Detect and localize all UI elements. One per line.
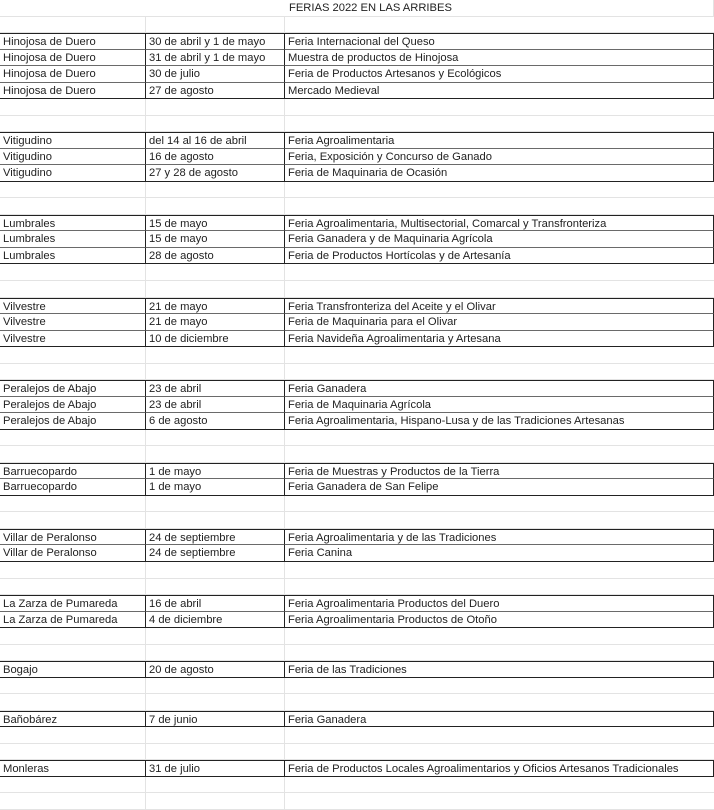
table-row xyxy=(0,83,714,100)
town-cell[interactable]: Vitigudino xyxy=(0,149,146,166)
town-cell[interactable]: Hinojosa de Duero xyxy=(0,83,146,100)
town-cell[interactable]: Bogajo xyxy=(0,661,146,678)
town-cell[interactable]: La Zarza de Pumareda xyxy=(0,612,146,629)
event-cell[interactable]: Feria de Productos Hortícolas y de Artesanía xyxy=(285,248,714,265)
date-cell[interactable]: 24 de septiembre xyxy=(146,545,285,562)
date-cell[interactable]: 21 de mayo xyxy=(146,298,285,315)
town-cell[interactable]: Hinojosa de Duero xyxy=(0,50,146,67)
empty-cell[interactable] xyxy=(146,512,285,529)
event-cell[interactable]: Feria Ganadera xyxy=(285,711,714,728)
empty-cell[interactable] xyxy=(146,347,285,364)
town-cell[interactable]: Vilvestre xyxy=(0,331,146,348)
empty-cell[interactable] xyxy=(285,182,714,199)
town-cell[interactable]: Vitigudino xyxy=(0,132,146,149)
title-row xyxy=(0,0,714,17)
table-row xyxy=(0,612,714,629)
town-cell[interactable]: Vilvestre xyxy=(0,298,146,315)
empty-cell[interactable] xyxy=(146,446,285,463)
empty-cell[interactable] xyxy=(0,744,146,761)
empty-cell[interactable] xyxy=(285,727,714,744)
empty-row xyxy=(0,347,714,364)
empty-cell[interactable] xyxy=(285,364,714,381)
empty-row xyxy=(0,678,714,695)
empty-row xyxy=(0,694,714,711)
empty-row xyxy=(0,793,714,810)
empty-cell[interactable] xyxy=(285,17,714,34)
empty-cell[interactable] xyxy=(285,116,714,133)
town-cell[interactable]: Vilvestre xyxy=(0,314,146,331)
empty-row xyxy=(0,116,714,133)
date-cell[interactable]: 21 de mayo xyxy=(146,314,285,331)
empty-cell[interactable] xyxy=(285,744,714,761)
event-cell[interactable]: Feria Agroalimentaria, Multisectorial, Comarcal y Transfronteriza xyxy=(285,215,714,232)
empty-cell[interactable] xyxy=(146,198,285,215)
empty-cell[interactable] xyxy=(285,198,714,215)
cell[interactable] xyxy=(0,0,146,17)
empty-cell[interactable] xyxy=(0,281,146,298)
town-cell[interactable]: La Zarza de Pumareda xyxy=(0,595,146,612)
empty-cell[interactable] xyxy=(285,562,714,579)
empty-cell[interactable] xyxy=(0,645,146,662)
empty-cell[interactable] xyxy=(146,116,285,133)
empty-cell[interactable] xyxy=(285,694,714,711)
table-row xyxy=(0,397,714,414)
empty-row xyxy=(0,198,714,215)
empty-cell[interactable] xyxy=(146,694,285,711)
table-row xyxy=(0,149,714,166)
empty-row xyxy=(0,579,714,596)
empty-cell[interactable] xyxy=(146,678,285,695)
empty-cell[interactable] xyxy=(285,512,714,529)
empty-cell[interactable] xyxy=(285,430,714,447)
event-cell[interactable]: Feria de Productos Artesanos y Ecológicos xyxy=(285,66,714,83)
town-cell[interactable]: Lumbrales xyxy=(0,215,146,232)
empty-cell[interactable] xyxy=(146,562,285,579)
date-cell[interactable]: 30 de julio xyxy=(146,66,285,83)
event-cell[interactable]: Feria Agroalimentaria y de las Tradiciones xyxy=(285,529,714,546)
event-cell[interactable]: Feria Agroalimentaria Productos de Otoño xyxy=(285,612,714,629)
empty-cell[interactable] xyxy=(285,496,714,513)
town-cell[interactable]: Hinojosa de Duero xyxy=(0,33,146,50)
empty-row xyxy=(0,512,714,529)
empty-cell[interactable] xyxy=(0,116,146,133)
empty-row xyxy=(0,496,714,513)
event-cell[interactable]: Feria Navideña Agroalimentaria y Artesana xyxy=(285,331,714,348)
empty-cell[interactable] xyxy=(146,744,285,761)
empty-cell[interactable] xyxy=(146,645,285,662)
date-cell[interactable]: 1 de mayo xyxy=(146,479,285,496)
table-row xyxy=(0,66,714,83)
event-cell[interactable]: Feria Ganadera de San Felipe xyxy=(285,479,714,496)
empty-cell[interactable] xyxy=(146,777,285,794)
empty-cell[interactable] xyxy=(0,99,146,116)
empty-cell[interactable] xyxy=(0,182,146,199)
empty-row xyxy=(0,430,714,447)
empty-row xyxy=(0,364,714,381)
table-row xyxy=(0,231,714,248)
table-row xyxy=(0,331,714,348)
event-cell[interactable]: Feria Agroalimentaria, Hispano-Lusa y de las Tradiciones Artesanas xyxy=(285,413,714,430)
date-cell[interactable]: 27 y 28 de agosto xyxy=(146,165,285,182)
table-row xyxy=(0,248,714,265)
empty-cell[interactable] xyxy=(146,182,285,199)
empty-cell[interactable] xyxy=(146,793,285,810)
town-cell[interactable]: Barruecopardo xyxy=(0,463,146,480)
empty-cell[interactable] xyxy=(0,727,146,744)
empty-row xyxy=(0,562,714,579)
empty-cell[interactable] xyxy=(146,364,285,381)
table-row xyxy=(0,314,714,331)
town-cell[interactable]: Barruecopardo xyxy=(0,479,146,496)
empty-cell[interactable] xyxy=(285,99,714,116)
date-cell[interactable]: del 14 al 16 de abril xyxy=(146,132,285,149)
table-row xyxy=(0,380,714,397)
empty-cell[interactable] xyxy=(0,364,146,381)
empty-row xyxy=(0,744,714,761)
date-cell[interactable]: 27 de agosto xyxy=(146,83,285,100)
town-cell[interactable]: Bañobárez xyxy=(0,711,146,728)
empty-row xyxy=(0,777,714,794)
table-row xyxy=(0,479,714,496)
empty-cell[interactable] xyxy=(285,579,714,596)
empty-cell[interactable] xyxy=(0,628,146,645)
empty-row xyxy=(0,727,714,744)
event-cell[interactable]: Feria de Maquinaria Agrícola xyxy=(285,397,714,414)
empty-cell[interactable] xyxy=(285,678,714,695)
event-cell[interactable]: Feria de Maquinaria de Ocasión xyxy=(285,165,714,182)
cell[interactable] xyxy=(146,0,285,17)
sheet-title[interactable]: FERIAS 2022 EN LAS ARRIBES xyxy=(285,0,714,17)
date-cell[interactable]: 15 de mayo xyxy=(146,231,285,248)
empty-cell[interactable] xyxy=(0,496,146,513)
date-cell[interactable]: 31 de julio xyxy=(146,760,285,777)
empty-cell[interactable] xyxy=(285,264,714,281)
empty-cell[interactable] xyxy=(146,99,285,116)
event-cell[interactable]: Feria de las Tradiciones xyxy=(285,661,714,678)
table-row xyxy=(0,50,714,67)
town-cell[interactable]: Villar de Peralonso xyxy=(0,529,146,546)
event-cell[interactable]: Feria Canina xyxy=(285,545,714,562)
empty-cell[interactable] xyxy=(0,694,146,711)
event-cell[interactable]: Muestra de productos de Hinojosa xyxy=(285,50,714,67)
empty-cell[interactable] xyxy=(146,628,285,645)
empty-cell[interactable] xyxy=(146,579,285,596)
date-cell[interactable]: 31 de abril y 1 de mayo xyxy=(146,50,285,67)
table-row xyxy=(0,298,714,315)
empty-row xyxy=(0,99,714,116)
event-cell[interactable]: Feria Agroalimentaria xyxy=(285,132,714,149)
date-cell[interactable]: 30 de abril y 1 de mayo xyxy=(146,33,285,50)
table-row xyxy=(0,545,714,562)
table-row xyxy=(0,215,714,232)
empty-cell[interactable] xyxy=(0,512,146,529)
empty-cell[interactable] xyxy=(285,628,714,645)
town-cell[interactable]: Peralejos de Abajo xyxy=(0,413,146,430)
town-cell[interactable]: Villar de Peralonso xyxy=(0,545,146,562)
empty-cell[interactable] xyxy=(146,17,285,34)
empty-cell[interactable] xyxy=(285,777,714,794)
date-cell[interactable]: 23 de abril xyxy=(146,397,285,414)
town-cell[interactable]: Peralejos de Abajo xyxy=(0,380,146,397)
empty-cell[interactable] xyxy=(0,17,146,34)
date-cell[interactable]: 16 de abril xyxy=(146,595,285,612)
empty-cell[interactable] xyxy=(0,430,146,447)
date-cell[interactable]: 28 de agosto xyxy=(146,248,285,265)
empty-cell[interactable] xyxy=(285,645,714,662)
date-cell[interactable]: 7 de junio xyxy=(146,711,285,728)
empty-cell[interactable] xyxy=(0,264,146,281)
table-row xyxy=(0,132,714,149)
empty-cell[interactable] xyxy=(0,347,146,364)
empty-row xyxy=(0,17,714,34)
empty-cell[interactable] xyxy=(0,562,146,579)
empty-row xyxy=(0,645,714,662)
event-cell[interactable]: Feria Agroalimentaria Productos del Duero xyxy=(285,595,714,612)
empty-row xyxy=(0,182,714,199)
empty-row xyxy=(0,281,714,298)
table-row xyxy=(0,595,714,612)
date-cell[interactable]: 6 de agosto xyxy=(146,413,285,430)
date-cell[interactable]: 16 de agosto xyxy=(146,149,285,166)
event-cell[interactable]: Feria Ganadera y de Maquinaria Agrícola xyxy=(285,231,714,248)
empty-row xyxy=(0,264,714,281)
empty-cell[interactable] xyxy=(146,430,285,447)
empty-row xyxy=(0,446,714,463)
town-cell[interactable]: Vitigudino xyxy=(0,165,146,182)
date-cell[interactable]: 1 de mayo xyxy=(146,463,285,480)
event-cell[interactable]: Feria de Maquinaria para el Olivar xyxy=(285,314,714,331)
empty-cell[interactable] xyxy=(0,777,146,794)
empty-cell[interactable] xyxy=(0,678,146,695)
empty-cell[interactable] xyxy=(146,727,285,744)
empty-cell[interactable] xyxy=(146,281,285,298)
empty-cell[interactable] xyxy=(146,264,285,281)
date-cell[interactable]: 15 de mayo xyxy=(146,215,285,232)
table-row xyxy=(0,529,714,546)
empty-cell[interactable] xyxy=(285,347,714,364)
town-cell[interactable]: Hinojosa de Duero xyxy=(0,66,146,83)
event-cell[interactable]: Feria de Productos Locales Agroalimentarios y Oficios Artesanos Tradicionales xyxy=(285,760,714,777)
date-cell[interactable]: 20 de agosto xyxy=(146,661,285,678)
date-cell[interactable]: 23 de abril xyxy=(146,380,285,397)
empty-cell[interactable] xyxy=(146,496,285,513)
empty-row xyxy=(0,628,714,645)
event-cell[interactable]: Feria, Exposición y Concurso de Ganado xyxy=(285,149,714,166)
town-cell[interactable]: Monleras xyxy=(0,760,146,777)
event-cell[interactable]: Feria Transfronteriza del Aceite y el Olivar xyxy=(285,298,714,315)
table-row xyxy=(0,413,714,430)
event-cell[interactable]: Feria Internacional del Queso xyxy=(285,33,714,50)
table-row xyxy=(0,711,714,728)
empty-cell[interactable] xyxy=(285,793,714,810)
table-row xyxy=(0,661,714,678)
empty-cell[interactable] xyxy=(0,198,146,215)
date-cell[interactable]: 4 de diciembre xyxy=(146,612,285,629)
town-cell[interactable]: Peralejos de Abajo xyxy=(0,397,146,414)
town-cell[interactable]: Lumbrales xyxy=(0,248,146,265)
empty-cell[interactable] xyxy=(285,281,714,298)
empty-cell[interactable] xyxy=(0,579,146,596)
empty-cell[interactable] xyxy=(0,793,146,810)
empty-cell[interactable] xyxy=(0,446,146,463)
table-row xyxy=(0,463,714,480)
event-cell[interactable]: Mercado Medieval xyxy=(285,83,714,100)
date-cell[interactable]: 24 de septiembre xyxy=(146,529,285,546)
event-cell[interactable]: Feria Ganadera xyxy=(285,380,714,397)
town-cell[interactable]: Lumbrales xyxy=(0,231,146,248)
table-row xyxy=(0,165,714,182)
table-row xyxy=(0,33,714,50)
empty-cell[interactable] xyxy=(285,446,714,463)
event-cell[interactable]: Feria de Muestras y Productos de la Tierra xyxy=(285,463,714,480)
table-row xyxy=(0,760,714,777)
date-cell[interactable]: 10 de diciembre xyxy=(146,331,285,348)
